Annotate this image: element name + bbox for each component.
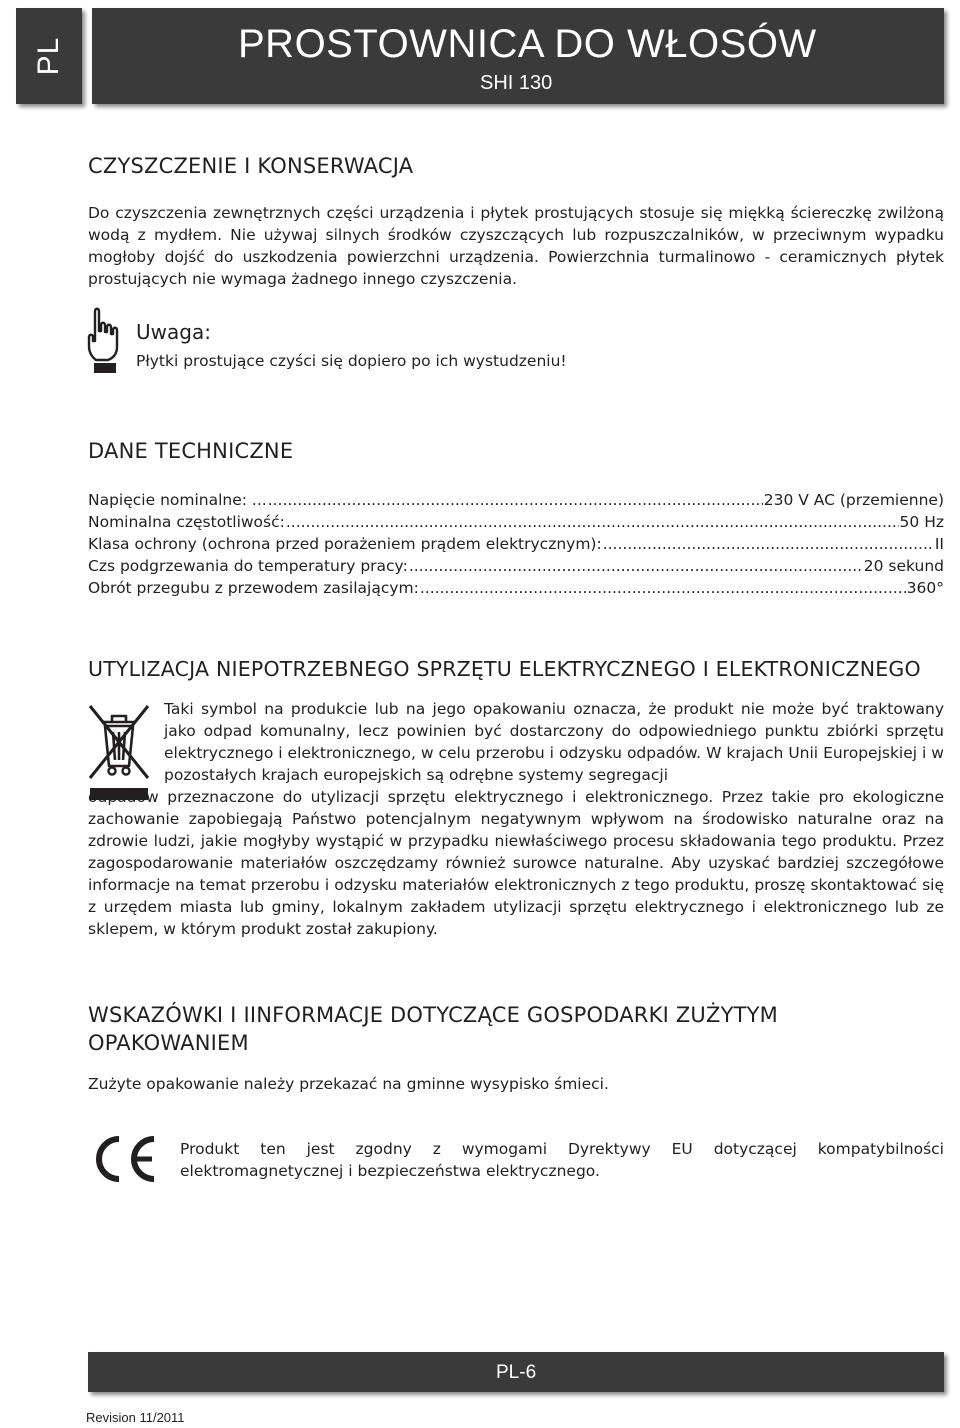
spec-value: 50 Hz bbox=[899, 513, 944, 531]
spec-leader bbox=[268, 491, 763, 509]
model-number: SHI 130 bbox=[480, 72, 553, 94]
ce-text: Produkt ten jest zgodny z wymogami Dyrektywy EU dotyczącej kompatybilności elektromagnetycznej i bezpieczeństwa elektrycznego. bbox=[180, 1140, 944, 1180]
language-tab bbox=[16, 8, 82, 104]
spec-value: 20 sekund bbox=[863, 557, 944, 575]
spec-row bbox=[88, 491, 944, 513]
tech-heading: DANE TECHNICZNE bbox=[88, 439, 294, 463]
spec-leader bbox=[603, 535, 934, 553]
spec-value: 360° bbox=[906, 579, 944, 597]
page-title: PROSTOWNICA DO WŁOSÓW bbox=[238, 22, 817, 66]
cleaning-heading: CZYSZCZENIE I KONSERWACJA bbox=[88, 154, 414, 178]
language-label: PL bbox=[32, 36, 65, 76]
spec-label: Klasa ochrony (ochrona przed porażeniem prądem elektrycznym): bbox=[88, 535, 602, 553]
spec-row bbox=[88, 513, 944, 535]
spec-row bbox=[88, 535, 944, 557]
cleaning-text: Do czyszczenia zewnętrznych części urządzenia i płytek prostujących stosuje się miękką ściereczkę zwilżoną wodą z mydłem. Nie używaj silnych środków czyszczących lub rozpuszczalników, w przeciwnym wypadku mogłoby dojść do uszkodzenia powierzchni urządzenia. Powierzchnia turmalinowo - ceramicznych płytek prostujących nie wymaga żadnego innego czyszczenia. bbox=[88, 204, 944, 288]
title-bar bbox=[92, 8, 944, 104]
disposal-heading: UTYLIZACJA NIEPOTRZEBNEGO SPRZĘTU ELEKTRYCZNEGO I ELEKTRONICZNEGO bbox=[88, 657, 921, 681]
footer-bar bbox=[88, 1352, 944, 1392]
page-number: PL-6 bbox=[496, 1362, 537, 1383]
spec-leader bbox=[409, 557, 863, 575]
packaging-heading-line2: OPAKOWANIEM bbox=[88, 1031, 249, 1055]
packaging-heading: WSKAZÓWKI I IINFORMACJE DOTYCZĄCE GOSPODARKI ZUŻYTYM bbox=[88, 1003, 778, 1027]
spec-leader bbox=[286, 513, 899, 531]
ce-mark-icon bbox=[88, 1134, 160, 1184]
disposal-text-intro: Taki symbol na produkcie lub na jego opakowaniu oznacza, że produkt nie może być traktowany jako odpad komunalny, lecz powinien być dostarczony do odpowiedniego punktu zbiórki sprzętu elektrycznego i elektronicznego, w celu przerobu i odzysku odpadów. W krajach Unii Europejskiej i w pozostałych krajach europejskich są odrębne systemy segregacji bbox=[164, 700, 944, 784]
spec-leader bbox=[420, 579, 906, 597]
spec-row bbox=[88, 557, 944, 579]
note-text: Płytki prostujące czyści się dopiero po ich wystudzeniu! bbox=[136, 352, 567, 370]
spec-label: Napięcie nominalne: ... bbox=[88, 491, 267, 509]
spec-label: Czs podgrzewania do temperatury pracy: bbox=[88, 557, 408, 575]
spec-label: Nominalna częstotliwość: bbox=[88, 513, 285, 531]
spec-label: Obrót przegubu z przewodem zasilającym: bbox=[88, 579, 419, 597]
revision-label: Revision 11/2011 bbox=[86, 1410, 185, 1425]
spec-row bbox=[88, 579, 944, 601]
disposal-text: odpadów przeznaczone do utylizacji sprzętu elektrycznego i elektronicznego. Przez takie pro ekologiczne zachowanie zapobiegają Państwo potencjalnym negatywnym wpływom na środowisko naturalne oraz na zdrowie ludzi, jakie mogłyby wystąpić w przypadku niewłaściwego procesu składowania tego produktu. Przez zagospodarowanie materiałów oszczędzamy również surowce naturalne. Aby uzyskać bardziej szczegółowe informacje na temat przerobu i odzysku materiałów elektronicznych z tego produktu, proszę skontaktować się z urzędem miasta lub gminy, lokalnym zakładem utylizacji sprzętu elektrycznego i elektronicznego lub ze sklepem, w którym produkt został zakupiony. bbox=[88, 788, 944, 938]
spec-value: 230 V AC (przemienne) bbox=[763, 491, 944, 509]
note-title: Uwaga: bbox=[136, 320, 211, 344]
packaging-text: Zużyte opakowanie należy przekazać na gminne wysypisko śmieci. bbox=[88, 1075, 609, 1093]
pointing-hand-icon bbox=[86, 307, 122, 375]
spec-value: II bbox=[934, 535, 944, 553]
